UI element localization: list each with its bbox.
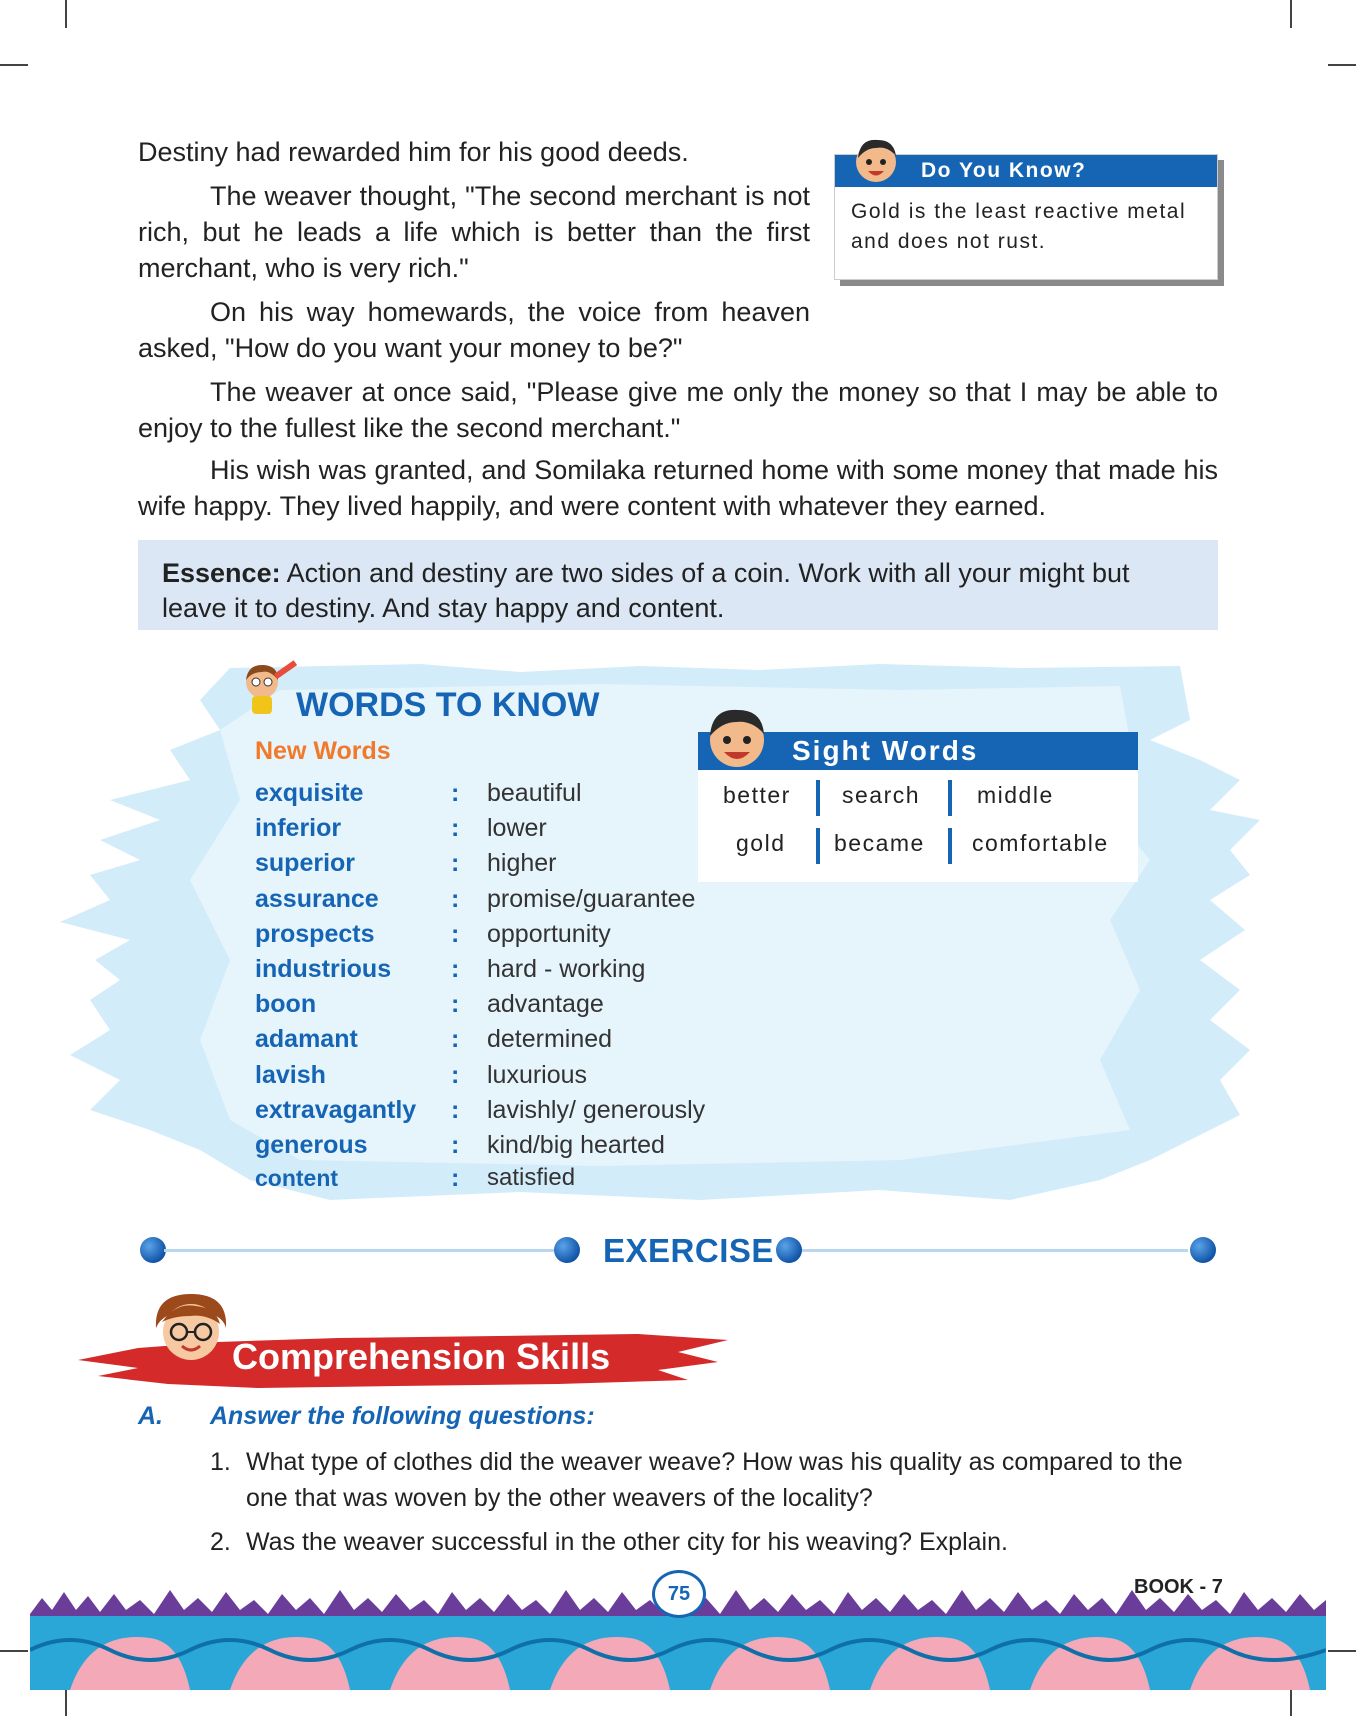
- story-paragraph-3: On his way homewards, the voice from heaven asked, "How do you want your money to be?": [138, 297, 810, 363]
- vocab-separator: :: [451, 884, 460, 913]
- vocab-word: exquisite: [255, 779, 364, 807]
- crop-mark: [1328, 1650, 1356, 1652]
- page-number: 75: [652, 1570, 706, 1618]
- vocab-meaning: kind/big hearted: [487, 1130, 665, 1159]
- vocab-meaning: beautiful: [487, 779, 582, 807]
- crop-mark: [65, 1688, 67, 1716]
- vocab-meaning: luxurious: [487, 1060, 588, 1089]
- divider-line: [164, 1249, 554, 1252]
- divider-dot: [140, 1237, 166, 1263]
- vocab-word: lavish: [255, 1060, 326, 1089]
- essence-text: Action and destiny are two sides of a coin. Work with all your might but leave it to destiny. And stay happy and content.: [162, 558, 1130, 623]
- vocab-word: boon: [255, 990, 317, 1019]
- words-to-know-title: WORDS TO KNOW: [296, 686, 600, 724]
- story-line-1: Destiny had rewarded him for his good deeds.: [138, 137, 689, 167]
- vocab-word: assurance: [255, 884, 379, 913]
- do-you-know-text: Gold is the least reactive metal and does not rust.: [851, 200, 1187, 253]
- girl-glasses-mascot-icon: [146, 1288, 236, 1372]
- vocab-meaning: higher: [487, 849, 557, 878]
- vocab-word: content: [255, 1165, 339, 1192]
- sight-word: search: [842, 782, 921, 808]
- crop-mark: [0, 64, 28, 66]
- vocab-separator: :: [451, 1060, 460, 1089]
- comprehension-title: Comprehension Skills: [232, 1336, 611, 1377]
- divider-dot: [776, 1237, 802, 1263]
- question-number: 2.: [210, 1528, 231, 1556]
- sight-word: comfortable: [972, 830, 1109, 856]
- vocab-separator: :: [451, 990, 460, 1019]
- vocab-separator: :: [451, 954, 460, 983]
- new-words-heading: New Words: [255, 737, 391, 765]
- section-title: Answer the following questions:: [210, 1402, 595, 1430]
- boy-mascot-icon: [700, 700, 774, 774]
- vocab-meaning: opportunity: [487, 919, 611, 948]
- vocab-separator: :: [451, 849, 460, 878]
- vocab-word: extravagantly: [255, 1095, 417, 1124]
- vocab-separator: :: [451, 1130, 460, 1159]
- crop-mark: [1328, 64, 1356, 66]
- question-text: Was the weaver successful in the other city for his weaving? Explain.: [246, 1528, 1008, 1556]
- question-text: What type of clothes did the weaver weave? How was his quality as compared to the one that was woven by the other weavers of the locality?: [246, 1448, 1183, 1512]
- pencil-kid-mascot-icon: [234, 660, 300, 722]
- vocab-word: industrious: [255, 954, 392, 983]
- sight-word-divider: [948, 828, 952, 864]
- story-paragraph-5: His wish was granted, and Somilaka returned home with some money that made his wife happy. They lived happily, and were content with whatever they earned.: [138, 455, 1218, 521]
- vocab-meaning: lavishly/ generously: [487, 1095, 706, 1124]
- sight-word: middle: [977, 782, 1054, 808]
- vocab-word: adamant: [255, 1025, 358, 1054]
- sight-word-divider: [816, 780, 820, 816]
- section-label: A.: [138, 1402, 163, 1430]
- crop-mark: [1290, 1688, 1292, 1716]
- sight-word: gold: [736, 830, 786, 856]
- vocab-meaning: advantage: [487, 990, 604, 1019]
- story-paragraph-2: The weaver thought, "The second merchant is not rich, but he leads a life which is better than the first merchant, who is very rich.": [138, 181, 810, 283]
- vocab-meaning: satisfied: [487, 1164, 576, 1192]
- question-item: [210, 1524, 1220, 1560]
- exercise-title: EXERCISE: [603, 1232, 774, 1269]
- vocab-word: inferior: [255, 814, 342, 843]
- vocab-separator: :: [451, 1095, 460, 1124]
- vocab-word: superior: [255, 849, 356, 878]
- vocab-separator: :: [451, 1164, 460, 1193]
- vocab-separator: :: [451, 919, 460, 948]
- sight-word: became: [834, 830, 925, 856]
- vocab-meaning: promise/guarantee: [487, 884, 696, 913]
- divider-dot: [554, 1237, 580, 1263]
- crop-mark: [0, 1650, 28, 1652]
- vocab-meaning: determined: [487, 1025, 613, 1054]
- sight-words-title: Sight Words: [698, 732, 1138, 770]
- sight-word: better: [723, 782, 791, 808]
- story-paragraph-4: The weaver at once said, "Please give me only the money so that I may be able to enjoy to the fullest like the second merchant.": [138, 377, 1218, 443]
- question-item: [210, 1444, 1220, 1516]
- sight-word-divider: [816, 828, 820, 864]
- vocab-separator: :: [451, 814, 460, 843]
- divider-line: [802, 1249, 1188, 1252]
- crop-mark: [65, 0, 67, 28]
- vocab-word: generous: [255, 1130, 368, 1159]
- essence-label: Essence:: [162, 558, 281, 588]
- sight-word-divider: [948, 780, 952, 816]
- question-number: 1.: [210, 1448, 231, 1476]
- vocab-word: prospects: [255, 919, 375, 948]
- essence-box: [138, 540, 1218, 630]
- words-to-know-background: [0, 660, 1356, 1220]
- vocab-meaning: hard - working: [487, 954, 646, 983]
- vocab-separator: :: [451, 1025, 460, 1054]
- divider-dot: [1190, 1237, 1216, 1263]
- vocab-meaning: lower: [487, 814, 547, 843]
- do-you-know-title: Do You Know?: [835, 155, 1217, 187]
- book-label: BOOK - 7: [1134, 1576, 1223, 1598]
- vocab-separator: :: [451, 779, 460, 807]
- boy-mascot-icon: [850, 132, 902, 188]
- crop-mark: [1290, 0, 1292, 28]
